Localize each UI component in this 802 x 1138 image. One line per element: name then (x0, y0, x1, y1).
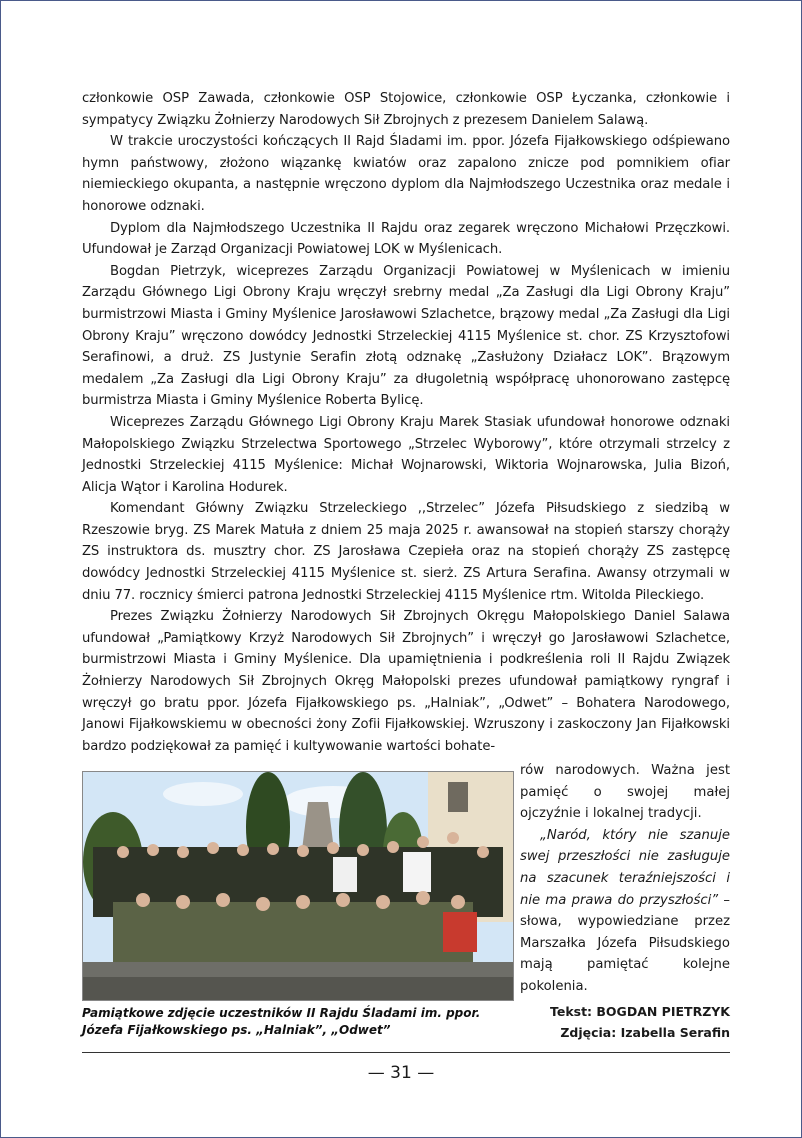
quote-paragraph (520, 825, 730, 998)
photo-credit: Zdjęcia: Izabella Serafin (560, 1025, 730, 1040)
paragraph: Wiceprezes Zarządu Głównego Ligi Obrony Kraju Marek Stasiak ufundował honorowe odznaki Małopolskiego Związku Strzelectwa Sportowego „Strzelec Wyborowy”, które otrzymali strzelcy z Jednostki Strzeleckiej 4115 Myślenice: Michał Wojnarowski, Wiktoria Wojnarowska, Julia Bizoń, Alicja Wątor i Karolina Hodurek. (82, 414, 730, 495)
quote: „Naród, który nie szanuje swej przeszłości nie zasługuje na szacunek teraźniejszości i nie ma prawa do przyszłości” (520, 827, 730, 908)
page-number: — 31 — (367, 1063, 435, 1083)
credits (520, 1001, 730, 1043)
text-credit: Tekst: BOGDAN PIETRZYK (549, 1004, 730, 1019)
side-column (520, 760, 730, 998)
paragraph: Dyplom dla Najmłodszego Uczestnika II Rajdu oraz zegarek wręczono Michałowi Przęczkowi. Ufundował je Zarząd Organizacji Powiatowej LOK w Myślenicach. (82, 220, 730, 258)
group-photo (82, 771, 514, 1001)
quote-attribution: – słowa, wypowiedziane przez Marszałka Józefa Piłsudskiego mają pamiętać kolejne pokolenia. (520, 892, 730, 994)
paragraph: Komendant Główny Związku Strzeleckiego ,,Strzelec” Józefa Piłsudskiego z siedzibą w Rzeszowie bryg. ZS Marek Matuła z dniem 25 maja 2025 r. awansował na stopień starszy chorąży ZS instruktora ds. musztry chor. ZS Jarosława Czepieła oraz na stopień chorąży ZS zastępcę dowódcy Jednostki Strzeleckiej 4115 Myślenice st. sierż. ZS Artura Serafina. Awansy otrzymali w dniu 77. rocznicy śmierci patrona Jednostki Strzeleckiej 4115 Myślenice rtm. Witolda Pileckiego. (82, 501, 730, 603)
group-photo-illustration (83, 772, 513, 1000)
paragraph: W trakcie uroczystości kończących II Rajd Śladami im. ppor. Józefa Fijałkowskiego odśpiewano hymn państwowy, złożono wiązankę kwiatów oraz zapalono znicze pod pomnikiem ofiar niemieckiego okupanta, a następnie wręczono dyplom dla Najmłodszego Uczestnika oraz medale i honorowe odznaki. (82, 134, 730, 214)
paragraph: rów narodowych. Ważna jest pamięć o swojej małej ojczyźnie i lokalnej tradycji. (520, 763, 730, 822)
footer-divider (82, 1052, 730, 1053)
article-body (82, 88, 730, 757)
paragraph: członkowie OSP Zawada, członkowie OSP Stojowice, członkowie OSP Łyczanka, członkowie i sympatycy Związku Żołnierzy Narodowych Sił Zbrojnych z prezesem Danielem Salawą. (82, 91, 730, 128)
paragraph: Prezes Związku Żołnierzy Narodowych Sił Zbrojnych Okręgu Małopolskiego Daniel Salawa ufundował „Pamiątkowy Krzyż Narodowych Sił Zbrojnych” i wręczył go Jarosławowi Szlachetce, burmistrzowi Miasta i Gminy Myślenice. Dla upamiętnienia i podkreślenia roli II Rajdu Związek Żołnierzy Narodowych Sił Zbrojnych Okręg Małopolski prezes ufundował pamiątkowy ryngraf i wręczył go bratu ppor. Józefa Fijałkowskiego ps. „Halniak”, „Odwet” – Bohatera Narodowego, Janowi Fijałkowskiemu w obecności żony Zofii Fijałkowskiej. Wzruszony i zaskoczony Jan Fijałkowski bardzo podziękował za pamięć i kultywowanie wartości bohate- (82, 609, 730, 754)
photo-caption: Pamiątkowe zdjęcie uczestników II Rajdu Śladami im. ppor. Józefa Fijałkowskiego ps. „Halniak”, „Odwet” (82, 1006, 481, 1037)
paragraph: Bogdan Pietrzyk, wiceprezes Zarządu Organizacji Powiatowej w Myślenicach w imieniu Zarządu Głównego Ligi Obrony Kraju wręczył srebrny medal „Za Zasługi dla Ligi Obrony Kraju” burmistrzowi Miasta i Gminy Myślenice Jarosławowi Szlachetce, brązowy medal „Za Zasługi dla Ligi Obrony Kraju” wręczono dowódcy Jednostki Strzeleckiej 4115 Myślenice st. chor. ZS Krzysztofowi Serafinowi, a druż. ZS Justynie Serafin złotą odznakę „Zasłużony Działacz LOK”. Brązowym medalem „Za Zasługi dla Ligi Obrony Kraju” za długoletnią współpracę uhonorowano zastępcę burmistrza Miasta i Gminy Myślenice Roberta Bylicę. (82, 263, 730, 409)
